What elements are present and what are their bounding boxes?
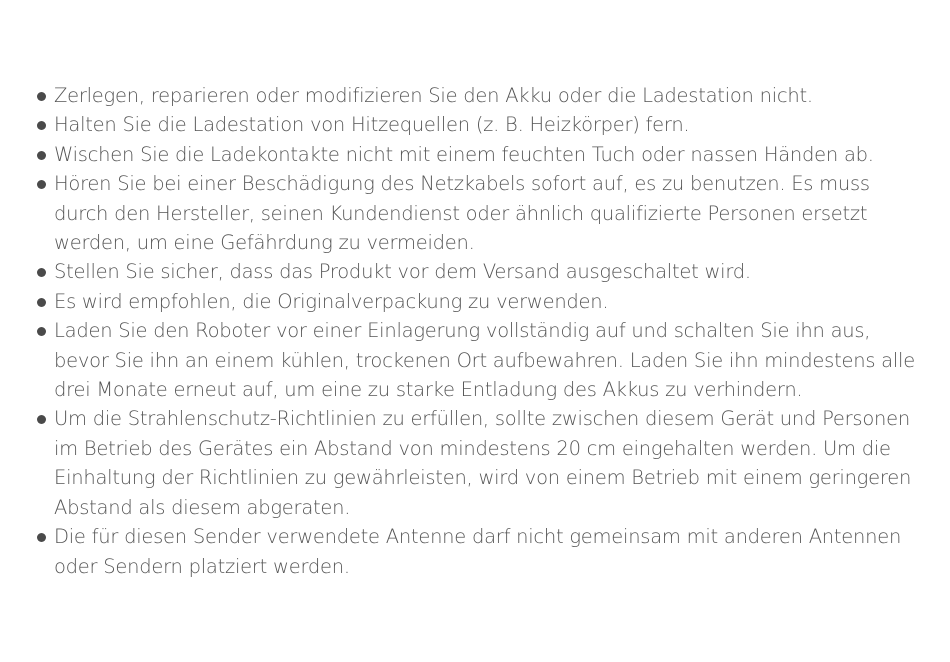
bullet-icon xyxy=(37,268,46,277)
bullet-icon xyxy=(37,180,46,189)
list-item-text: Hören Sie bei einer Beschädigung des Netzkabels sofort auf, es zu benutzen. Es muss durch den Hersteller, seinen Kundendienst oder ähnlich qualifizierte Personen ersetzt werden, um eine Gefährdung zu vermeiden. xyxy=(54,172,870,255)
list-item-text: Um die Strahlenschutz-Richtlinien zu erfüllen, sollte zwischen diesem Gerät und Personen im Betrieb des Gerätes ein Abstand von mindestens 20 cm eingehalten werden. Um die Einhaltung der Richtlinien zu gewährleisten, wird von einem Betrieb mit einem geringeren Abstand als diesem abgeraten. xyxy=(54,407,912,519)
list-item-text: Wischen Sie die Ladekontakte nicht mit einem feuchten Tuch oder nassen Händen ab. xyxy=(54,142,874,166)
list-item-text: Laden Sie den Roboter vor einer Einlagerung vollständig auf und schalten Sie ihn aus, bevor Sie ihn an einem kühlen, trockenen Ort aufbewahren. Laden Sie ihn mindestens alle drei Monate erneut auf, um eine zu starke Entladung des Akkus zu verhindern. xyxy=(54,319,915,402)
list-item xyxy=(35,257,915,286)
bullet-icon xyxy=(37,327,46,336)
list-item xyxy=(35,81,915,110)
bullet-icon xyxy=(37,533,46,542)
list-item xyxy=(35,287,915,316)
list-item xyxy=(35,522,915,581)
bullet-icon xyxy=(37,151,46,160)
bullet-icon xyxy=(37,415,46,424)
list-item xyxy=(35,316,915,404)
list-item xyxy=(35,140,915,169)
list-item xyxy=(35,169,915,257)
safety-instructions-list xyxy=(35,81,915,581)
list-item-text: Stellen Sie sicher, dass das Produkt vor dem Versand ausgeschaltet wird. xyxy=(54,260,751,284)
list-item xyxy=(35,110,915,139)
list-item-text: Es wird empfohlen, die Originalverpackung zu verwenden. xyxy=(54,289,609,313)
bullet-icon xyxy=(37,92,46,101)
list-item xyxy=(35,404,915,522)
list-item-text: Zerlegen, reparieren oder modifizieren Sie den Akku oder die Ladestation nicht. xyxy=(54,84,813,107)
bullet-icon xyxy=(37,298,46,307)
list-item-text: Die für diesen Sender verwendete Antenne darf nicht gemeinsam mit anderen Antennen oder Sendern platziert werden. xyxy=(54,525,902,578)
list-item-text: Halten Sie die Ladestation von Hitzequellen (z. B. Heizkörper) fern. xyxy=(54,113,690,137)
bullet-icon xyxy=(37,121,46,130)
